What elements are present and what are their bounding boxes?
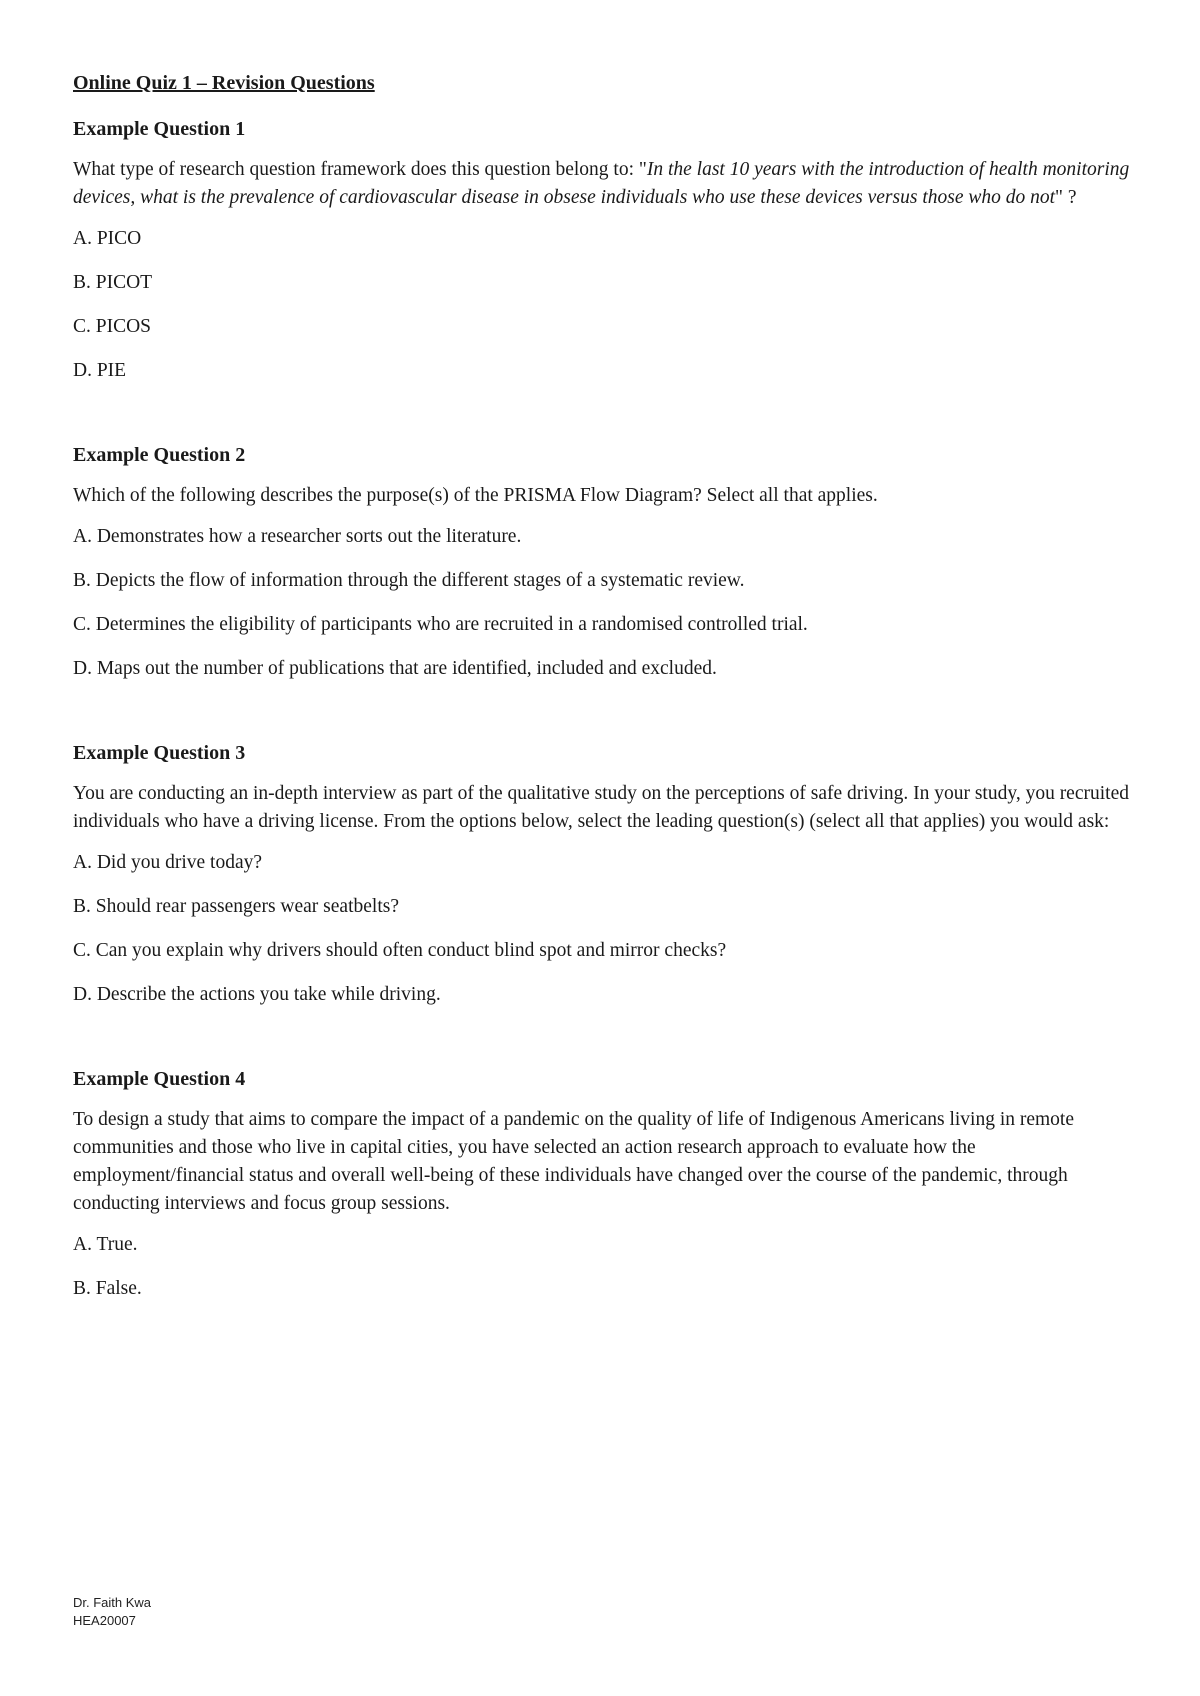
option-b: B. Depicts the flow of information through the different stages of a systematic review. [73, 570, 745, 591]
option-c: C. PICOS [73, 316, 152, 337]
spacer [73, 1026, 1133, 1066]
question-text [73, 156, 1133, 212]
question-quote: In the last 10 years with the introduction of health monitoring devices, what is the prevalence of cardiovascular disease in obsese individuals who use these devices versus those who do not [73, 159, 1130, 208]
option-d: D. Maps out the number of publications that are identified, included and excluded. [73, 658, 717, 679]
document-title: Online Quiz 1 – Revision Questions [73, 72, 375, 94]
spacer [73, 700, 1133, 740]
footer-author: Dr. Faith Kwa [73, 1595, 152, 1610]
option-d: D. PIE [73, 360, 127, 381]
document-body [73, 70, 1133, 1320]
option-a: A. Did you drive today? [73, 852, 263, 873]
question-text: You are conducting an in-depth interview as part of the qualitative study on the perceptions of safe driving. In your study, you recruited individuals who have a driving license. From the options below, select the leading question(s) (select all that applies) you would ask: [73, 783, 1129, 832]
question-text-suffix: " ? [1055, 187, 1077, 208]
question-2 [73, 442, 1133, 682]
question-text: To design a study that aims to compare the impact of a pandemic on the quality of life of Indigenous Americans living in remote communities and those who live in capital cities, you have selected an action research approach to evaluate how the employment/financial status and overall well-being of these individuals have changed over the course of the pandemic, through conducting interviews and focus group sessions. [73, 1109, 1075, 1214]
option-b: B. Should rear passengers wear seatbelts? [73, 896, 399, 917]
question-heading: Example Question 4 [73, 1068, 246, 1090]
spacer [73, 402, 1133, 442]
option-d: D. Describe the actions you take while driving. [73, 984, 441, 1005]
option-b: B. PICOT [73, 272, 153, 293]
option-c: C. Determines the eligibility of participants who are recruited in a randomised controlled trial. [73, 614, 808, 635]
option-a: A. Demonstrates how a researcher sorts out the literature. [73, 526, 522, 547]
question-1 [73, 116, 1133, 384]
question-text: Which of the following describes the purpose(s) of the PRISMA Flow Diagram? Select all that applies. [73, 485, 878, 506]
option-c: C. Can you explain why drivers should often conduct blind spot and mirror checks? [73, 940, 727, 961]
footer-course-code: HEA20007 [73, 1613, 136, 1628]
page-footer [73, 1594, 151, 1630]
question-4 [73, 1066, 1133, 1302]
question-heading: Example Question 3 [73, 742, 246, 764]
option-a: A. True. [73, 1234, 138, 1255]
question-text-prefix: What type of research question framework does this question belong to: " [73, 159, 647, 180]
option-a: A. PICO [73, 228, 142, 249]
question-heading: Example Question 2 [73, 444, 246, 466]
question-3 [73, 740, 1133, 1008]
option-b: B. False. [73, 1278, 142, 1299]
question-heading: Example Question 1 [73, 118, 246, 140]
